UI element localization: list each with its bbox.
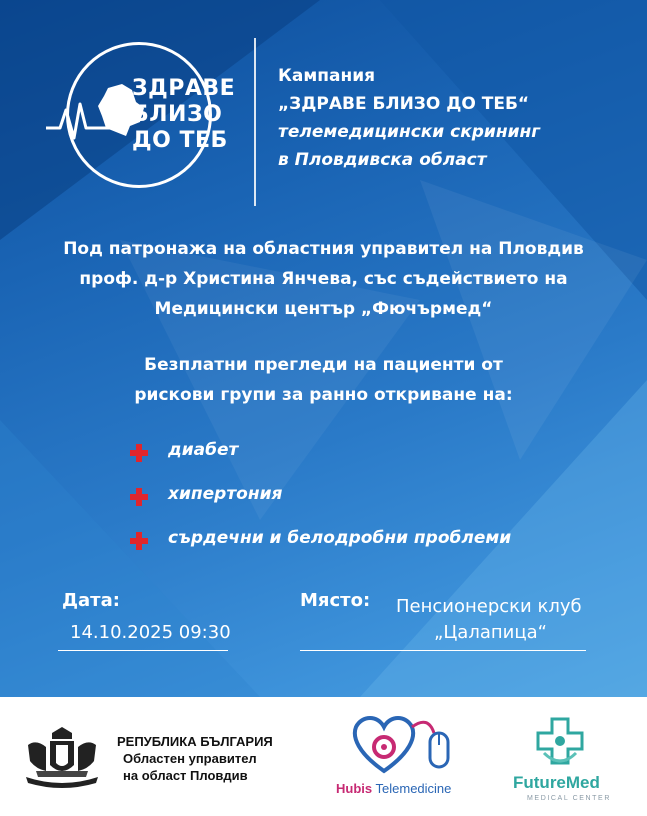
- gov-line-3: на област Пловдив: [123, 768, 248, 783]
- heartbeat-icon: [44, 100, 114, 140]
- condition-label: хипертония: [168, 484, 283, 504]
- patronage-text: [0, 234, 647, 324]
- campaign-line-4: в Пловдивска област: [278, 150, 487, 170]
- campaign-line-3: телемедицински скрининг: [278, 122, 541, 142]
- campaign-line-2: „ЗДРАВЕ БЛИЗО ДО ТЕБ“: [278, 94, 530, 114]
- footer-logos: [0, 697, 647, 816]
- hubis-name-part-2: Telemedicine: [375, 781, 452, 796]
- governor-text: [117, 733, 273, 784]
- logo-line-3: ДО ТЕБ: [132, 128, 228, 153]
- campaign-title: [278, 62, 540, 174]
- gov-line-1: РЕПУБЛИКА БЪЛГАРИЯ: [117, 734, 273, 749]
- place-underline: [300, 650, 586, 651]
- logo-line-2: БЛИЗО: [132, 102, 223, 127]
- place-value-line-2: „Цалапица“: [434, 622, 547, 643]
- condition-label: диабет: [168, 440, 239, 460]
- medical-cross-icon: [530, 713, 590, 771]
- hubis-name-part-1: Hubis: [336, 781, 373, 796]
- patronage-line-1: Под патронажа на областния управител на Пловдив: [63, 239, 584, 259]
- plus-icon: [128, 486, 150, 508]
- futuremed-name: FutureMed: [513, 773, 600, 792]
- exams-text: [0, 350, 647, 410]
- futuremed-subtitle: MEDICAL CENTER: [527, 795, 611, 802]
- patronage-line-3: Медицински център „Фючърмед“: [154, 299, 493, 319]
- exams-line-1: Безплатни прегледи на пациенти от: [144, 355, 503, 375]
- campaign-line-1: Кампания: [278, 66, 376, 86]
- condition-label: сърдечни и белодробни проблеми: [168, 528, 512, 548]
- stethoscope-heart-icon: [348, 709, 460, 779]
- campaign-logo: [44, 42, 244, 192]
- plus-icon: [128, 530, 150, 552]
- patronage-line-2: проф. д-р Христина Янчева, със съдействието на: [79, 269, 568, 289]
- gov-line-2: Областен управител: [123, 751, 257, 766]
- logo-text: [132, 76, 235, 154]
- hubis-brand: [336, 781, 451, 796]
- date-label: Дата:: [62, 590, 120, 611]
- exams-line-2: рискови групи за ранно откриване на:: [134, 385, 513, 405]
- place-label: Място:: [300, 590, 371, 611]
- place-value-line-1: Пенсионерски клуб: [396, 596, 582, 617]
- plus-icon: [128, 442, 150, 464]
- date-value: 14.10.2025 09:30: [70, 622, 231, 643]
- logo-line-1: ЗДРАВЕ: [132, 76, 236, 101]
- bulgarian-coat-of-arms-icon: [16, 725, 108, 791]
- header-divider: [254, 38, 256, 206]
- date-underline: [58, 650, 228, 651]
